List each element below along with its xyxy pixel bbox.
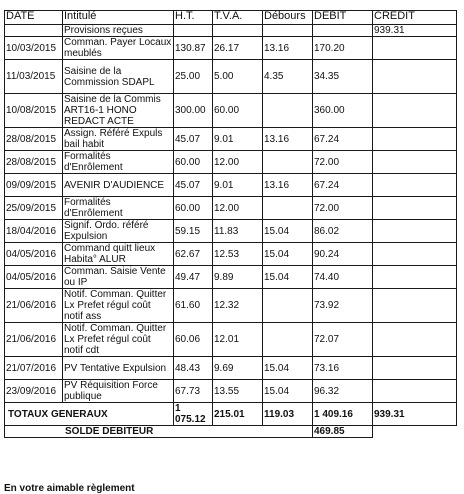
row-debit: 67.24 [313,128,373,151]
row-credit [373,220,457,243]
row-label: Notif. Comman. Quitter Lx Prefet régul coût notif cdt [63,323,174,357]
row-debit: 73.92 [313,289,373,323]
row-debours: 15.04 [263,243,313,266]
col-header-ht: H.T. [174,11,213,25]
row-label: Formalités d'Enrôlement [63,151,174,174]
row-date: 10/08/2015 [5,94,63,128]
row-ht [174,25,213,37]
row-credit [373,197,457,220]
row-tva [213,25,263,37]
row-date: 21/06/2016 [5,323,63,357]
row-date: 28/08/2015 [5,151,63,174]
row-date: 28/08/2015 [5,128,63,151]
row-debit: 90.24 [313,243,373,266]
row-debours: 15.04 [263,357,313,380]
table-row [5,380,457,403]
solde-row [5,426,457,438]
row-debit: 73.16 [313,357,373,380]
row-ht: 59.15 [174,220,213,243]
row-label: Formalités d'Enrôlement [63,197,174,220]
row-date: 21/06/2016 [5,289,63,323]
row-tva: 9.01 [213,128,263,151]
row-credit [373,128,457,151]
row-date: 04/05/2016 [5,266,63,289]
row-ht: 300.00 [174,94,213,128]
solde-label: SOLDE DEBITEUR [5,426,313,438]
col-header-debit: DEBIT [313,11,373,25]
row-date: 18/04/2016 [5,220,63,243]
row-label: Comman. Payer Locaux meublés [63,37,174,60]
statement-table [4,10,457,438]
col-header-credit: CREDIT [373,11,457,25]
table-row [5,323,457,357]
row-label: PV Tentative Expulsion [63,357,174,380]
row-label: Command quitt lieux Habita° ALUR [63,243,174,266]
row-ht: 48.43 [174,357,213,380]
row-debit: 72.00 [313,197,373,220]
row-date: 11/03/2015 [5,60,63,94]
row-debours: 13.16 [263,128,313,151]
table-row [5,357,457,380]
row-ht: 130.87 [174,37,213,60]
row-ht: 49.47 [174,266,213,289]
row-debours [263,323,313,357]
totals-debit: 1 409.16 [313,403,373,426]
row-debit: 170.20 [313,37,373,60]
row-tva: 12.32 [213,289,263,323]
row-debours: 4.35 [263,60,313,94]
row-ht: 62.67 [174,243,213,266]
row-date: 23/09/2016 [5,380,63,403]
totals-tva: 215.01 [213,403,263,426]
row-debours: 13.16 [263,174,313,197]
row-ht: 60.00 [174,151,213,174]
col-header-tva: T.V.A. [213,11,263,25]
row-credit [373,37,457,60]
table-row [5,60,457,94]
row-debours [263,289,313,323]
row-tva: 60.00 [213,94,263,128]
row-debit: 34.35 [313,60,373,94]
row-ht: 60.06 [174,323,213,357]
table-row [5,94,457,128]
row-date: 09/09/2015 [5,174,63,197]
row-ht: 45.07 [174,174,213,197]
row-debours [263,25,313,37]
row-label: Provisions reçues [63,25,174,37]
row-debours: 13.16 [263,37,313,60]
totals-ht: 1 075.12 [174,403,213,426]
row-label: Notif. Comman. Quitter Lx Prefet régul coût notif ass [63,289,174,323]
row-credit [373,323,457,357]
table-row [5,243,457,266]
row-ht: 67.73 [174,380,213,403]
totals-row [5,403,457,426]
col-header-intitule: Intitulé [63,11,174,25]
table-row [5,151,457,174]
row-debours: 15.04 [263,266,313,289]
row-credit [373,266,457,289]
table-row [5,220,457,243]
row-date: 10/03/2015 [5,37,63,60]
row-tva: 9.01 [213,174,263,197]
col-header-date: DATE [5,11,63,25]
row-date: 25/09/2015 [5,197,63,220]
row-credit [373,289,457,323]
row-credit [373,151,457,174]
row-tva: 5.00 [213,60,263,94]
table-row [5,174,457,197]
row-label: AVENIR D'AUDIENCE [63,174,174,197]
row-ht: 25.00 [174,60,213,94]
table-row [5,25,457,37]
table-header-row [5,11,457,25]
row-tva: 9.89 [213,266,263,289]
row-debit: 67.24 [313,174,373,197]
row-credit: 939.31 [373,25,457,37]
row-label: Comman. Saisie Vente ou IP [63,266,174,289]
row-label: Signif. Ordo. référé Expulsion [63,220,174,243]
row-debit: 74.40 [313,266,373,289]
totals-label: TOTAUX GENERAUX [5,403,174,426]
row-tva: 12.01 [213,323,263,357]
totals-debours: 119.03 [263,403,313,426]
row-debours: 15.04 [263,220,313,243]
table-row [5,289,457,323]
footer-text: En votre aimable règlement [4,483,135,494]
row-debours [263,151,313,174]
row-debours [263,197,313,220]
row-date: 21/07/2016 [5,357,63,380]
table-row [5,197,457,220]
row-debit: 72.00 [313,151,373,174]
row-ht: 61.60 [174,289,213,323]
row-date [5,25,63,37]
col-header-debours: Débours [263,11,313,25]
row-tva: 26.17 [213,37,263,60]
row-date: 04/05/2016 [5,243,63,266]
row-credit [373,60,457,94]
row-debours: 15.04 [263,380,313,403]
row-credit [373,94,457,128]
table-row [5,266,457,289]
row-tva: 9.69 [213,357,263,380]
table-row [5,128,457,151]
row-tva: 13.55 [213,380,263,403]
row-label: PV Réquisition Force publique [63,380,174,403]
row-label: Assign. Référé Expuls bail habit [63,128,174,151]
row-credit [373,357,457,380]
row-tva: 12.00 [213,197,263,220]
row-label: Saisine de la Commission SDAPL [63,60,174,94]
row-debit [313,25,373,37]
totals-credit: 939.31 [373,403,457,426]
row-tva: 12.53 [213,243,263,266]
row-debours [263,94,313,128]
row-debit: 72.07 [313,323,373,357]
row-credit [373,380,457,403]
row-credit [373,243,457,266]
row-debit: 86.02 [313,220,373,243]
row-debit: 96.32 [313,380,373,403]
row-ht: 45.07 [174,128,213,151]
row-tva: 11.83 [213,220,263,243]
solde-value: 469.85 [313,426,373,438]
row-debit: 360.00 [313,94,373,128]
row-credit [373,174,457,197]
row-tva: 12.00 [213,151,263,174]
table-row [5,37,457,60]
row-ht: 60.00 [174,197,213,220]
row-label: Saisine de la Commis ART16-1 HONO REDACT ACTE [63,94,174,128]
